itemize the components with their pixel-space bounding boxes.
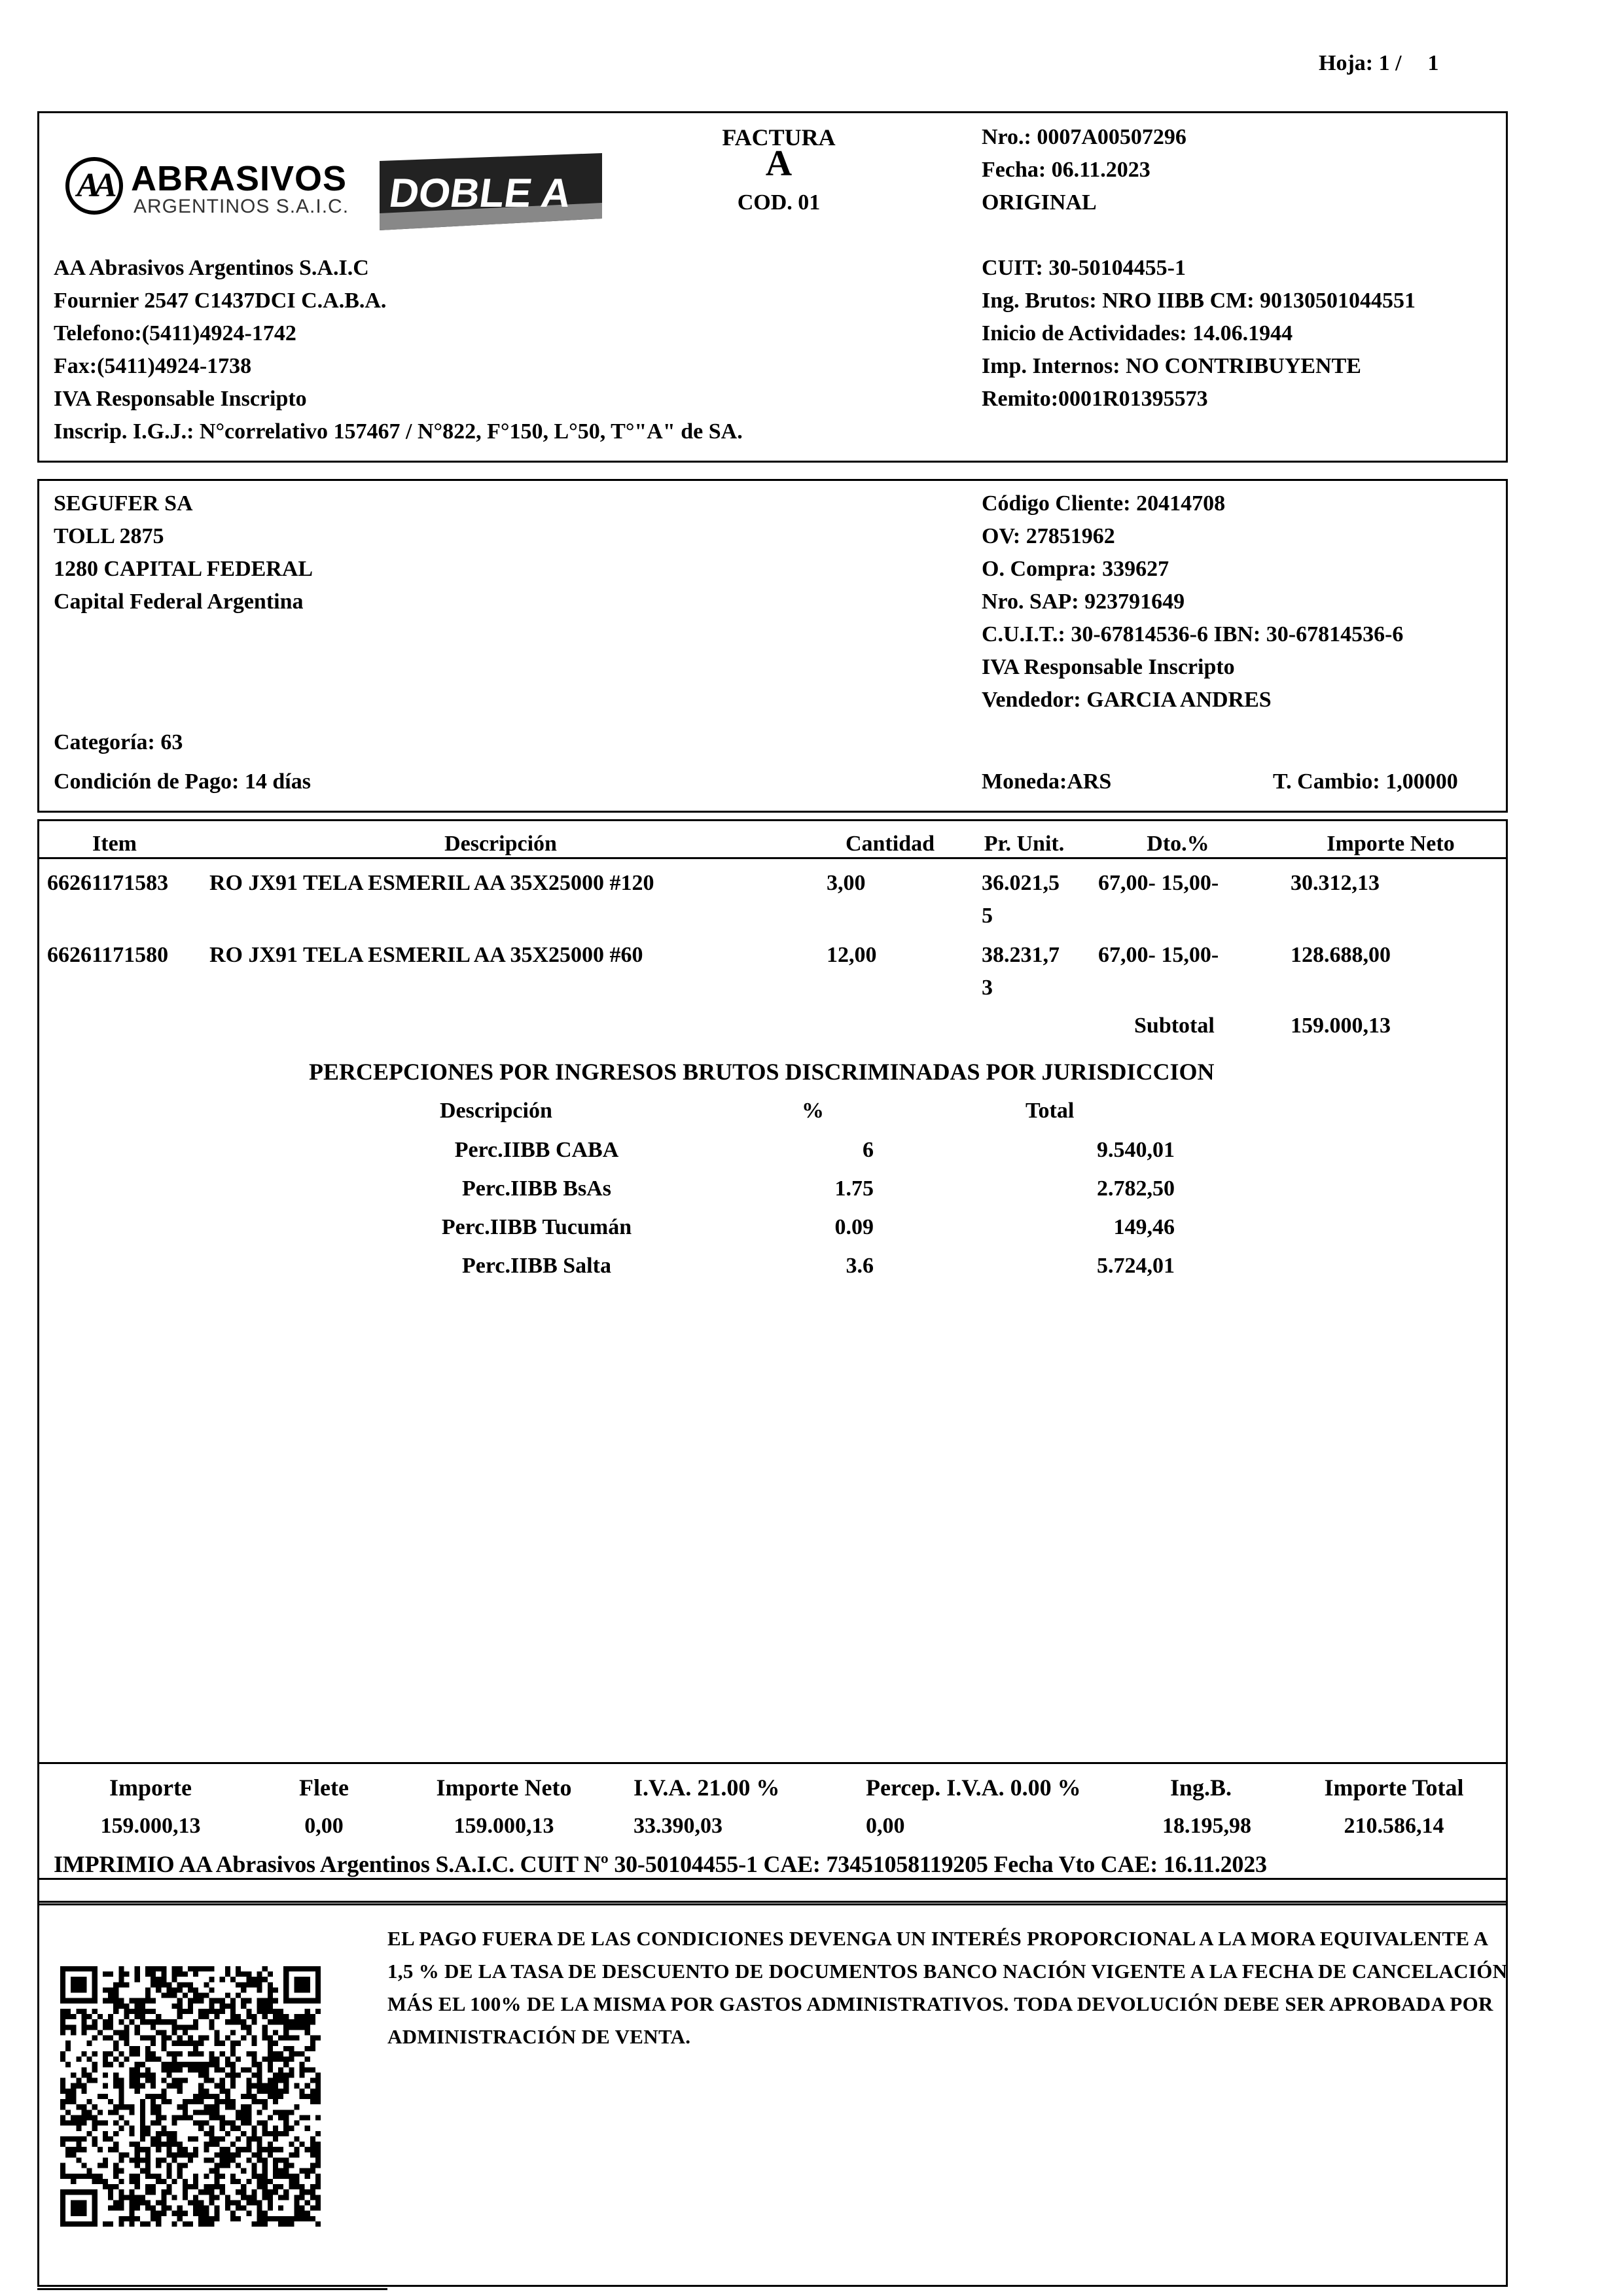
tot-total-value: 210.586,14 [1344,1814,1444,1838]
logo-brand: ABRASIVOS [131,159,348,198]
issuer-imp-internos: Imp. Internos: NO CONTRIBUYENTE [982,354,1361,378]
tot-importe-value: 159.000,13 [100,1814,201,1838]
perc-row4-total: 5.724,01 [1097,1254,1175,1278]
perc-row4-pct: 3.6 [846,1254,874,1278]
col-item-header: Item [92,832,137,856]
row1-pr-unit-cont: 5 [982,904,993,928]
client-ov: OV: 27851962 [982,524,1115,548]
client-condicion-pago: Condición de Pago: 14 días [54,769,311,794]
row2-pr-unit: 38.231,7 [982,943,1060,967]
tot-iva-header: I.V.A. 21.00 % [633,1775,780,1801]
col-importe-header: Importe Neto [1327,832,1455,856]
client-city: 1280 CAPITAL FEDERAL [54,557,313,581]
perc-row2-total: 2.782,50 [1097,1176,1175,1201]
perc-col-descripcion: Descripción [440,1099,552,1123]
perc-row2-pct: 1.75 [834,1176,874,1201]
row2-importe: 128.688,00 [1291,943,1391,967]
client-moneda: Moneda:ARS [982,769,1112,794]
issuer-phone: Telefono:(5411)4924-1742 [54,321,296,345]
subtotal-label: Subtotal [1134,1014,1215,1038]
perc-row1-total: 9.540,01 [1097,1138,1175,1162]
invoice-date: Fecha: 06.11.2023 [982,158,1150,182]
tot-ingb-header: Ing.B. [1169,1775,1232,1801]
subtotal-value: 159.000,13 [1291,1014,1391,1038]
row2-cantidad: 12,00 [827,943,877,967]
issuer-address: Fournier 2547 C1437DCI C.A.B.A. [54,289,387,313]
client-street: TOLL 2875 [54,524,164,548]
col-dto-header: Dto.% [1147,832,1209,856]
client-name: SEGUFER SA [54,491,193,516]
client-cambio: T. Cambio: 1,00000 [1273,769,1458,794]
tot-ingb-value: 18.195,98 [1162,1814,1251,1838]
col-pr-unit-header: Pr. Unit. [984,832,1065,856]
issuer-remito: Remito:0001R01395573 [982,387,1208,411]
row1-descripcion: RO JX91 TELA ESMERIL AA 35X25000 #120 [209,871,654,895]
invoice-copy: ORIGINAL [982,190,1097,215]
factura-code: COD. 01 [737,190,821,215]
perc-row1-pct: 6 [863,1138,874,1162]
issuer-inicio: Inicio de Actividades: 14.06.1944 [982,321,1293,345]
invoice-number: Nro.: 0007A00507296 [982,125,1186,149]
issuer-igj: Inscrip. I.G.J.: N°correlativo 157467 / N°822, F°150, L°50, T°"A" de SA. [54,419,743,444]
perc-row3-total: 149,46 [1113,1215,1175,1239]
tot-iva-value: 33.390,03 [633,1814,722,1838]
perc-row4-descripcion: Perc.IIBB Salta [462,1254,611,1278]
tot-flete-value: 0,00 [304,1814,344,1838]
col-descripcion-header: Descripción [444,832,557,856]
client-sap: Nro. SAP: 923791649 [982,590,1185,614]
hoja-label: Hoja: 1 / 1 [1319,51,1439,75]
row2-pr-unit-cont: 3 [982,976,993,1000]
tot-flete-header: Flete [299,1775,349,1801]
issuer-cuit: CUIT: 30-50104455-1 [982,256,1186,280]
client-country: Capital Federal Argentina [54,590,304,614]
imprimio-line: IMPRIMIO AA Abrasivos Argentinos S.A.I.C. CUIT Nº 30-50104455-1 CAE: 73451058119205 Fecha Vto CAE: 16.11.2023 [54,1851,1267,1877]
row1-dto: 67,00- 15,00- [1098,871,1219,895]
client-vendedor: Vendedor: GARCIA ANDRES [982,688,1272,712]
client-codigo: Código Cliente: 20414708 [982,491,1226,516]
perc-row1-descripcion: Perc.IIBB CABA [454,1138,619,1162]
legal-text: EL PAGO FUERA DE LAS CONDICIONES DEVENGA UN INTERÉS PROPORCIONAL A LA MORA EQUIVALENTE A 1,5 % DE LA TASA DE DESCUENTO DE DOCUMENTOS BANCO NACIÓN VIGENTE A LA FECHA DE CANCELACIÓN MÁS EL 100% DE LA MISMA POR GASTOS ADMINISTRATIVOS. TODA DEVOLUCIÓN DEBE SER APROBADA POR ADMINISTRACIÓN DE VENTA. [387,1927,1508,2048]
tot-percep-value: 0,00 [866,1814,905,1838]
perc-col-total: Total [1026,1099,1075,1123]
percepciones-title: PERCEPCIONES POR INGRESOS BRUTOS DISCRIMINADAS POR JURISDICCION [309,1059,1215,1085]
perc-row3-pct: 0.09 [834,1215,874,1239]
tot-percep-header: Percep. I.V.A. 0.00 % [866,1775,1081,1801]
tot-neto-header: Importe Neto [436,1775,572,1801]
row1-importe: 30.312,13 [1291,871,1380,895]
doble-a-logo [380,153,602,230]
row2-descripcion: RO JX91 TELA ESMERIL AA 35X25000 #60 [209,943,643,967]
row2-item: 66261171580 [47,943,169,967]
client-categoria: Categoría: 63 [54,730,183,754]
bottom-rule [37,2288,387,2290]
client-compra: O. Compra: 339627 [982,557,1169,581]
perc-row2-descripcion: Perc.IIBB BsAs [462,1176,611,1201]
items-box [37,819,1508,1905]
client-iva: IVA Responsable Inscripto [982,655,1235,679]
factura-title: FACTURA [722,124,836,150]
aa-logo-mark: AA [65,157,123,215]
svg-text:DOBLE A: DOBLE A [386,171,574,216]
issuer-ing-brutos: Ing. Brutos: NRO IIBB CM: 90130501044551 [982,289,1416,313]
tot-total-header: Importe Total [1324,1775,1464,1801]
factura-letter: A [765,143,793,184]
tot-neto-value: 159.000,13 [454,1814,554,1838]
tot-importe-header: Importe [109,1775,192,1801]
issuer-fax: Fax:(5411)4924-1738 [54,354,252,378]
client-cuit: C.U.I.T.: 30-67814536-6 IBN: 30-67814536-6 [982,622,1404,646]
totals-top-divider [37,1762,1508,1764]
issuer-name: AA Abrasivos Argentinos S.A.I.C [54,256,369,280]
row1-item: 66261171583 [47,871,169,895]
qr-code [60,1966,321,2227]
col-cantidad-header: Cantidad [845,832,935,856]
perc-row3-descripcion: Perc.IIBB Tucumán [441,1215,632,1239]
issuer-iva: IVA Responsable Inscripto [54,387,307,411]
items-header-divider [37,857,1508,859]
row1-cantidad: 3,00 [827,871,866,895]
logo-subtitle: ARGENTINOS S.A.I.C. [134,196,349,217]
row1-pr-unit: 36.021,5 [982,871,1060,895]
row2-dto: 67,00- 15,00- [1098,943,1219,967]
perc-col-pct: % [802,1099,824,1123]
